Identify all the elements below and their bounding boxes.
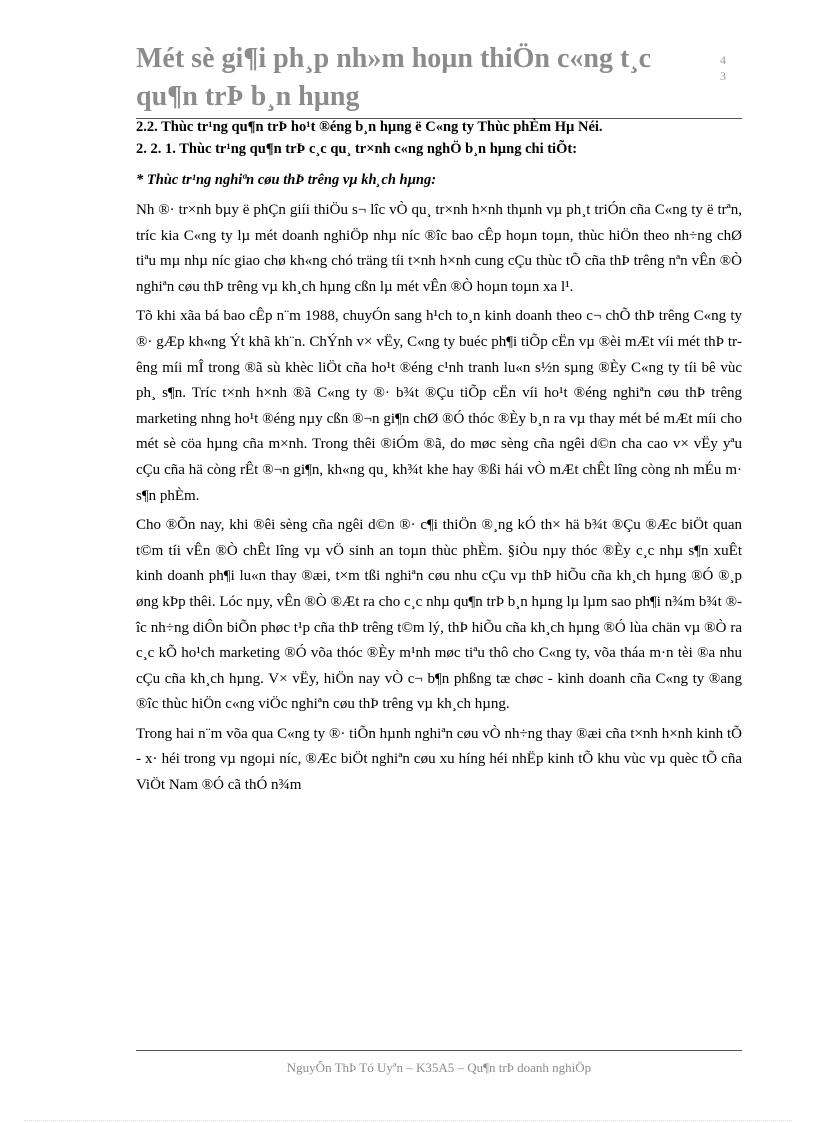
page-edge-divider bbox=[24, 1120, 792, 1121]
paragraph: Trong hai n¨m võa qua C«ng ty ®· tiÕn hµnh nghiªn cøu vÒ nh÷ng thay ®æi cña t×nh h×nh kinh tÕ - x· héi trong vµ ngoµi níc, ®Æc biÖt nghiªn cøu xu híng héi nhËp kinh tÕ khu vùc vµ quèc tÕ cña ViÖt Nam ®Ó cã thÓ n¾m bbox=[136, 725, 742, 794]
paragraph: Nh ®· tr×nh bµy ë phÇn giíi thiÖu s¬ lîc vÒ qu¸ tr×nh h×nh thµnh vµ ph¸t triÓn cña C«ng ty ë trªn, tríc kia C«ng ty lµ mét doanh nghiÖp nhµ níc ®îc bao cÊp hoµn toµn, thùc hiÖn theo nh÷ng chØ tiªu mµ nhµ níc giao chø kh«ng chó träng tíi t×nh h×nh cung cÇu thùc tÕ cña thÞ trêng nªn vÊn ®Ò nghiªn cøu thÞ trêng vµ kh¸ch hµng cßn lµ mét vÊn ®Ò hoµn toµn xa l¹. bbox=[136, 202, 742, 295]
subsection-heading: 2. 2. 1. Thùc tr¹ng qu¶n trÞ c¸c qu¸ tr×nh c«ng nghÖ b¸n hµng chi tiÕt: bbox=[136, 141, 578, 157]
page-header bbox=[136, 40, 742, 119]
section-heading: 2.2. Thùc tr¹ng qu¶n trÞ ho¹t ®éng b¸n hµng ë C«ng ty Thùc phÈm Hµ Néi. bbox=[136, 119, 603, 135]
footer-text: NguyÔn ThÞ Tó Uyªn – K35A5 – Qu¶n trÞ doanh nghiÖp bbox=[286, 1060, 592, 1075]
page-number: 4 3 bbox=[720, 53, 726, 83]
topic-heading: * Thùc tr¹ng nghiªn cøu thÞ trêng vµ kh¸ch hµng: bbox=[136, 172, 437, 188]
page-footer bbox=[136, 1050, 742, 1077]
document-body bbox=[136, 116, 742, 803]
header-title: Mét sè gi¶i ph¸p nh»m hoµn thiÖn c«ng t¸c qu¶n trÞ b¸n hµng bbox=[136, 43, 652, 112]
paragraph: Cho ®Õn nay, khi ®êi sèng cña ngêi d©n ®· c¶i thiÖn ®¸ng kÓ th× hä b¾t ®Çu ®Æc biÖt quan t©m tíi vÊn ®Ò chÊt lîng vµ vÖ sinh an toµn thùc phÈm. §iÒu nµy thóc ®Èy c¸c nhµ s¶n xuÊt kinh doanh ph¶i lu«n thay ®æi, t×m tßi nghiªn cøu nhu cÇu vµ thÞ hiÕu cña kh¸ch hµng ®Ó ®¸p øng kÞp thêi. Lóc nµy, vÊn ®Ò ®Æt ra cho c¸c nhµ qu¶n trÞ b¸n hµng lµ lµm sao ph¶i n¾m b¾t ®îc nh÷ng diÔn biÕn phøc t¹p cña thÞ trêng t©m lý, thÞ hiÕu cña kh¸ch hµng ®Ó lùa chän vµ ®Ò ra c¸c kÕ ho¹ch marketing ®Ó võa thóc ®Èy m¹nh møc tiªu thô cho C«ng ty, võa tháa m·n tèi ®a nhu cÇu cña kh¸ch hµng. V× vËy, hiÖn nay vÒ c¬ b¶n phßng tæ chøc - kinh doanh cña C«ng ty ®ang ®îc thùc hiÖn c«ng viÖc nghiªn cøu thÞ trêng vµ kh¸ch hµng. bbox=[136, 517, 742, 713]
paragraph: Tõ khi xãa bá bao cÊp n¨m 1988, chuyÓn sang h¹ch to¸n kinh doanh theo c¬ chÕ thÞ trêng C«ng ty ®· gÆp kh«ng Ýt khã kh¨n. ChÝnh v× vËy, C«ng ty buéc ph¶i tiÕp cËn vµ ®èi mÆt víi mét thÞ trêng míi mÎ trong ®ã sù khèc liÖt cña ho¹t ®éng c¹nh tranh lu«n s½n sµng ®Èy C«ng ty tíi bê vùc ph¸ s¶n. Tríc t×nh h×nh ®ã C«ng ty ®· b¾t ®Çu tiÕp cËn víi ho¹t ®éng nghiªn cøu thÞ trêng marketing nhng ho¹t ®éng nµy cßn ®¬n gi¶n chØ ®Ó thóc ®Èy b¸n ra vµ thay mét bé mÆt míi cho mét sè cöa hµng cña m×nh. Trong thêi ®iÓm ®ã, do møc sèng cña ngêi d©n cha cao v× vËy yªu cÇu cña hä còng rÊt ®¬n gi¶n, kh«ng qu¸ kh¾t khe hay ®ßi hái vÒ mÆt chÊt lîng còng nh mÉu m· s¶n phÈm. bbox=[136, 308, 742, 504]
